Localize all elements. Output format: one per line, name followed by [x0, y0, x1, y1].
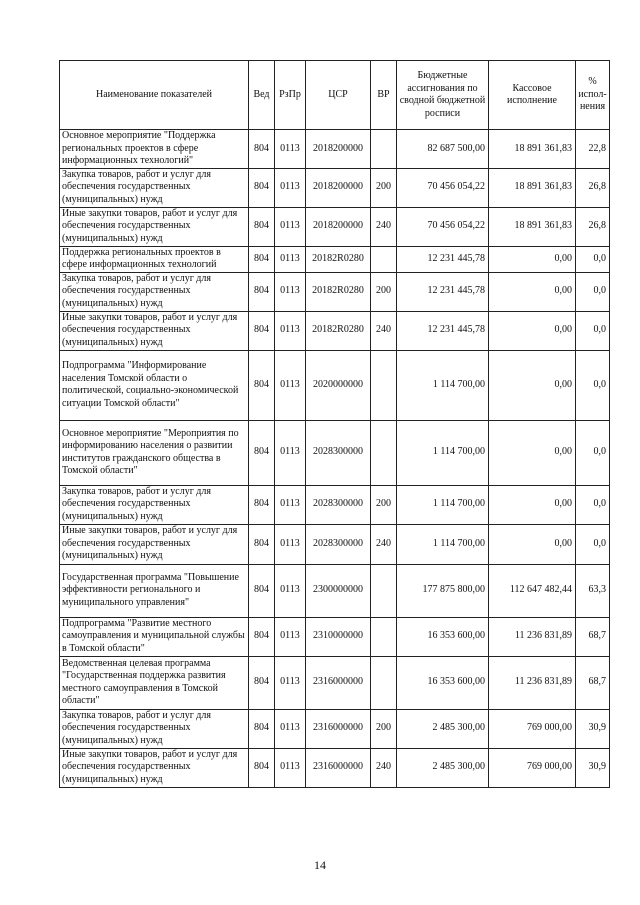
table-row: [60, 246, 610, 272]
cell-rzpr: 0113: [275, 564, 306, 617]
table-row: [60, 420, 610, 485]
cell-ved: 804: [249, 524, 275, 564]
cell-assignments: 12 231 445,78: [397, 246, 489, 272]
cell-assignments: 12 231 445,78: [397, 311, 489, 350]
cell-csr: 2028300000: [306, 524, 371, 564]
cell-csr: 20182R0280: [306, 311, 371, 350]
page-number: 14: [314, 858, 326, 872]
cell-csr: 20182R0280: [306, 272, 371, 311]
cell-csr: 2018200000: [306, 130, 371, 169]
cell-cash-execution: 0,00: [489, 420, 576, 485]
cell-rzpr: 0113: [275, 272, 306, 311]
cell-vr: [371, 130, 397, 169]
cell-ved: 804: [249, 130, 275, 169]
cell-ved: 804: [249, 168, 275, 207]
cell-execution-percent: 0,0: [576, 246, 610, 272]
cell-cash-execution: 18 891 361,83: [489, 130, 576, 169]
cell-execution-percent: 0,0: [576, 272, 610, 311]
cell-cash-execution: 11 236 831,89: [489, 656, 576, 709]
cell-vr: 200: [371, 168, 397, 207]
cell-cash-execution: 112 647 482,44: [489, 564, 576, 617]
table-header-row: [60, 61, 610, 130]
table-row: [60, 748, 610, 787]
cell-execution-percent: 26,8: [576, 168, 610, 207]
cell-assignments: 16 353 600,00: [397, 617, 489, 656]
cell-cash-execution: 18 891 361,83: [489, 168, 576, 207]
cell-assignments: 2 485 300,00: [397, 748, 489, 787]
cell-vr: [371, 656, 397, 709]
table-row: [60, 524, 610, 564]
cell-vr: [371, 617, 397, 656]
cell-name: Ведомственная целевая программа "Государственная поддержка развития местного самоуправления в Томской области": [60, 656, 249, 709]
cell-csr: 2316000000: [306, 748, 371, 787]
cell-rzpr: 0113: [275, 420, 306, 485]
cell-cash-execution: 0,00: [489, 350, 576, 420]
cell-ved: 804: [249, 709, 275, 748]
cell-name: Иные закупки товаров, работ и услуг для обеспечения государственных (муниципальных) нужд: [60, 748, 249, 787]
cell-name: Поддержка региональных проектов в сфере информационных технологий: [60, 246, 249, 272]
cell-execution-percent: 0,0: [576, 350, 610, 420]
cell-name: Основное мероприятие "Поддержка региональных проектов в сфере информационных технологий": [60, 130, 249, 169]
cell-ved: 804: [249, 656, 275, 709]
cell-csr: 2300000000: [306, 564, 371, 617]
cell-execution-percent: 68,7: [576, 617, 610, 656]
cell-assignments: 177 875 800,00: [397, 564, 489, 617]
cell-assignments: 70 456 054,22: [397, 168, 489, 207]
cell-assignments: 2 485 300,00: [397, 709, 489, 748]
cell-csr: 2018200000: [306, 168, 371, 207]
cell-vr: [371, 246, 397, 272]
cell-vr: 240: [371, 207, 397, 246]
cell-execution-percent: 0,0: [576, 485, 610, 524]
cell-ved: 804: [249, 311, 275, 350]
cell-csr: 2018200000: [306, 207, 371, 246]
table-row: [60, 350, 610, 420]
table-row: [60, 564, 610, 617]
cell-cash-execution: 0,00: [489, 246, 576, 272]
cell-name: Подпрограмма "Информирование населения Томской области о политической, социально-экономической ситуации Томской области": [60, 350, 249, 420]
cell-rzpr: 0113: [275, 709, 306, 748]
cell-assignments: 82 687 500,00: [397, 130, 489, 169]
cell-vr: 200: [371, 709, 397, 748]
table-row: [60, 617, 610, 656]
header-csr: ЦСР: [306, 61, 371, 130]
cell-execution-percent: 0,0: [576, 311, 610, 350]
cell-cash-execution: 0,00: [489, 311, 576, 350]
cell-cash-execution: 18 891 361,83: [489, 207, 576, 246]
table-row: [60, 130, 610, 169]
cell-rzpr: 0113: [275, 311, 306, 350]
cell-rzpr: 0113: [275, 207, 306, 246]
cell-name: Закупка товаров, работ и услуг для обеспечения государственных (муниципальных) нужд: [60, 272, 249, 311]
cell-ved: 804: [249, 748, 275, 787]
cell-cash-execution: 769 000,00: [489, 709, 576, 748]
cell-vr: 240: [371, 748, 397, 787]
cell-ved: 804: [249, 485, 275, 524]
cell-csr: 2028300000: [306, 420, 371, 485]
table-row: [60, 272, 610, 311]
cell-ved: 804: [249, 207, 275, 246]
cell-csr: 2316000000: [306, 656, 371, 709]
cell-csr: 2020000000: [306, 350, 371, 420]
cell-cash-execution: 11 236 831,89: [489, 617, 576, 656]
header-execution-percent: % испол-нения: [576, 61, 610, 130]
table-row: [60, 207, 610, 246]
cell-rzpr: 0113: [275, 168, 306, 207]
cell-vr: 240: [371, 311, 397, 350]
header-ved: Вед: [249, 61, 275, 130]
cell-assignments: 16 353 600,00: [397, 656, 489, 709]
cell-rzpr: 0113: [275, 617, 306, 656]
cell-vr: 200: [371, 485, 397, 524]
cell-ved: 804: [249, 564, 275, 617]
cell-rzpr: 0113: [275, 350, 306, 420]
cell-rzpr: 0113: [275, 485, 306, 524]
cell-assignments: 70 456 054,22: [397, 207, 489, 246]
cell-cash-execution: 0,00: [489, 485, 576, 524]
cell-name: Закупка товаров, работ и услуг для обеспечения государственных (муниципальных) нужд: [60, 709, 249, 748]
cell-ved: 804: [249, 420, 275, 485]
cell-execution-percent: 30,9: [576, 748, 610, 787]
cell-execution-percent: 0,0: [576, 420, 610, 485]
cell-assignments: 1 114 700,00: [397, 524, 489, 564]
cell-execution-percent: 30,9: [576, 709, 610, 748]
cell-execution-percent: 68,7: [576, 656, 610, 709]
cell-name: Закупка товаров, работ и услуг для обеспечения государственных (муниципальных) нужд: [60, 168, 249, 207]
cell-execution-percent: 63,3: [576, 564, 610, 617]
cell-assignments: 1 114 700,00: [397, 420, 489, 485]
budget-execution-table: [59, 60, 610, 788]
cell-rzpr: 0113: [275, 748, 306, 787]
table-row: [60, 485, 610, 524]
cell-ved: 804: [249, 272, 275, 311]
cell-ved: 804: [249, 246, 275, 272]
cell-cash-execution: 0,00: [489, 272, 576, 311]
cell-vr: 240: [371, 524, 397, 564]
cell-csr: 20182R0280: [306, 246, 371, 272]
header-assignments: Бюджетные ассигнования по сводной бюджетной росписи: [397, 61, 489, 130]
cell-assignments: 12 231 445,78: [397, 272, 489, 311]
header-cash-execution: Кассовое исполнение: [489, 61, 576, 130]
table-row: [60, 709, 610, 748]
cell-csr: 2310000000: [306, 617, 371, 656]
cell-rzpr: 0113: [275, 524, 306, 564]
table-row: [60, 656, 610, 709]
cell-name: Основное мероприятие "Мероприятия по информированию населения о развитии институтов гражданского общества в Томской области": [60, 420, 249, 485]
table-row: [60, 311, 610, 350]
cell-csr: 2028300000: [306, 485, 371, 524]
cell-name: Иные закупки товаров, работ и услуг для обеспечения государственных (муниципальных) нужд: [60, 207, 249, 246]
cell-rzpr: 0113: [275, 246, 306, 272]
cell-ved: 804: [249, 617, 275, 656]
cell-assignments: 1 114 700,00: [397, 350, 489, 420]
cell-rzpr: 0113: [275, 656, 306, 709]
cell-name: Закупка товаров, работ и услуг для обеспечения государственных (муниципальных) нужд: [60, 485, 249, 524]
cell-csr: 2316000000: [306, 709, 371, 748]
header-rzpr: РзПр: [275, 61, 306, 130]
cell-name: Подпрограмма "Развитие местного самоуправления и муниципальной службы в Томской области": [60, 617, 249, 656]
cell-vr: [371, 350, 397, 420]
cell-vr: [371, 420, 397, 485]
cell-execution-percent: 22,8: [576, 130, 610, 169]
cell-execution-percent: 0,0: [576, 524, 610, 564]
cell-rzpr: 0113: [275, 130, 306, 169]
cell-name: Иные закупки товаров, работ и услуг для обеспечения государственных (муниципальных) нужд: [60, 524, 249, 564]
header-name: Наименование показателей: [60, 61, 249, 130]
header-vr: ВР: [371, 61, 397, 130]
cell-name: Иные закупки товаров, работ и услуг для обеспечения государственных (муниципальных) нужд: [60, 311, 249, 350]
cell-cash-execution: 0,00: [489, 524, 576, 564]
cell-execution-percent: 26,8: [576, 207, 610, 246]
cell-assignments: 1 114 700,00: [397, 485, 489, 524]
cell-vr: 200: [371, 272, 397, 311]
table-row: [60, 168, 610, 207]
cell-name: Государственная программа "Повышение эффективности регионального и муниципального управления": [60, 564, 249, 617]
cell-ved: 804: [249, 350, 275, 420]
cell-vr: [371, 564, 397, 617]
cell-cash-execution: 769 000,00: [489, 748, 576, 787]
